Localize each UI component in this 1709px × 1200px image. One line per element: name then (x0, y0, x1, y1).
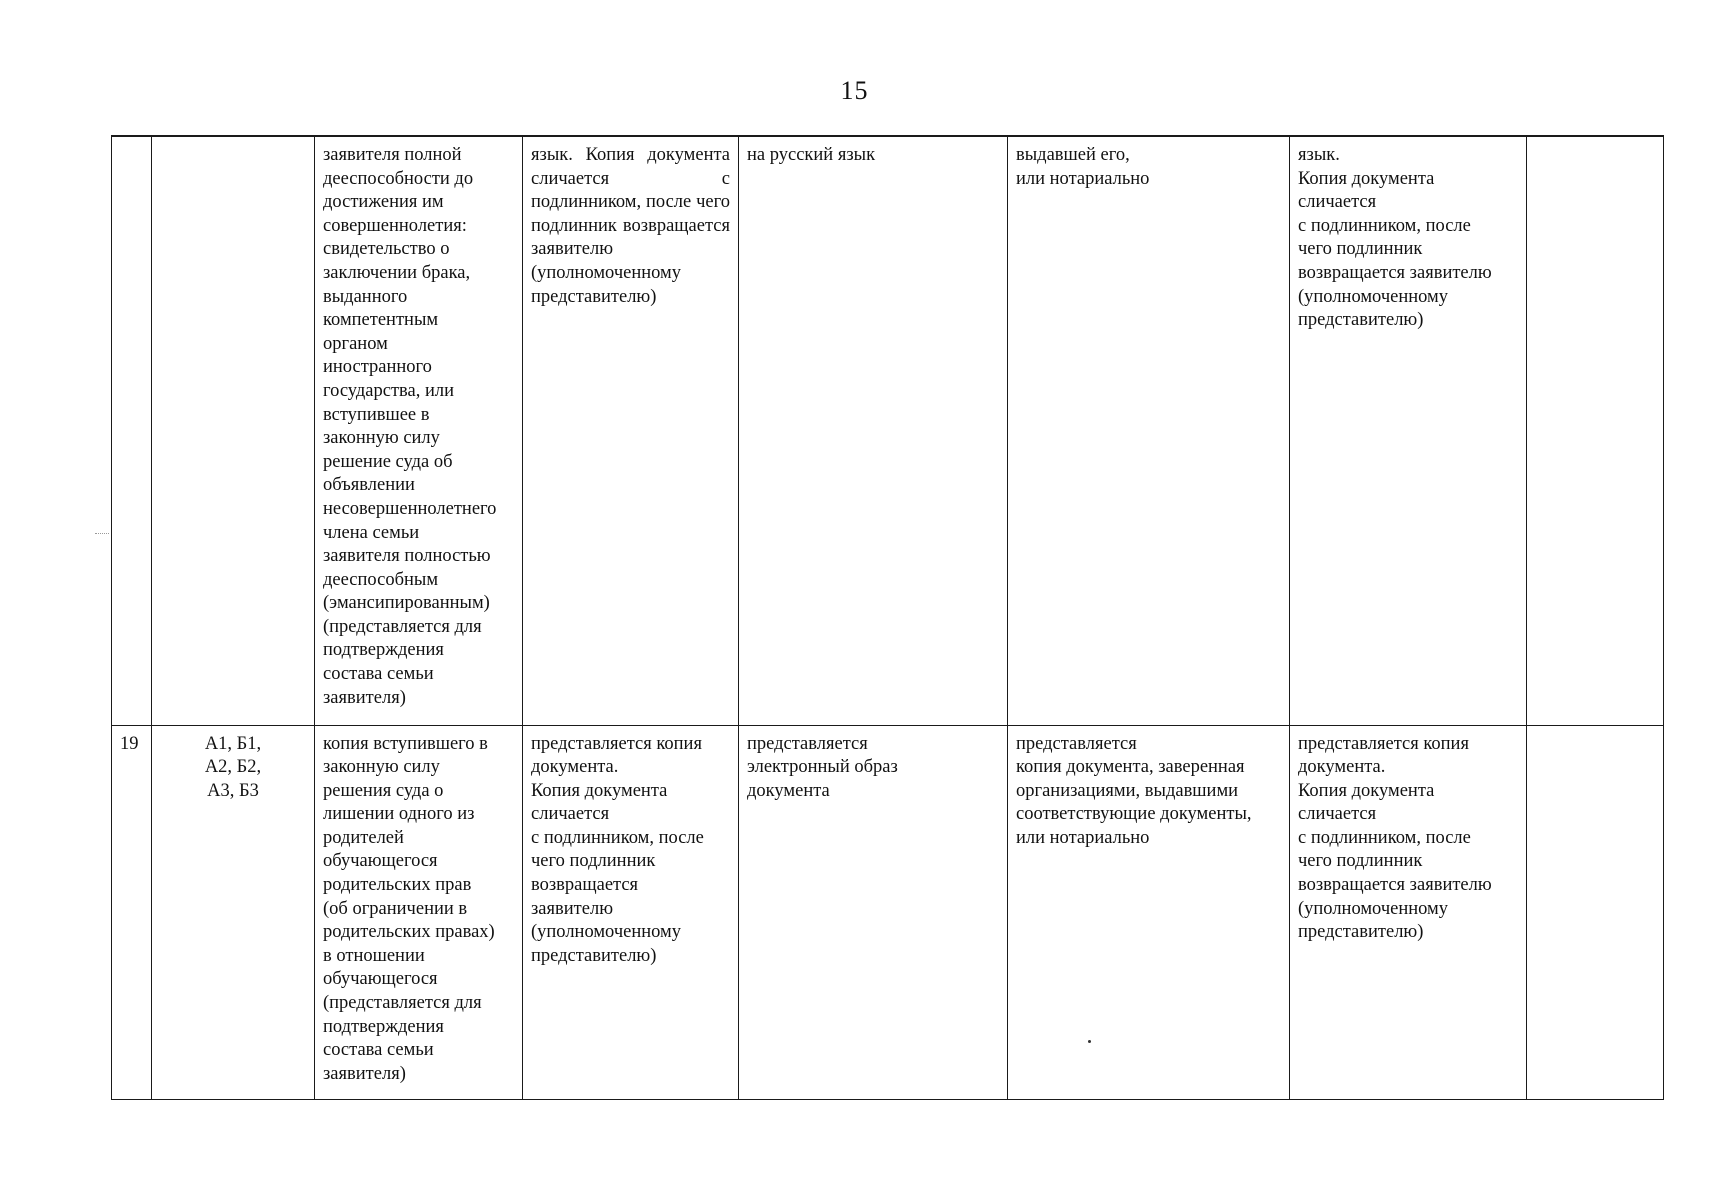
category-line: А2, Б2, (204, 757, 262, 778)
document-name-cell: заявителя полной дееспособности до достижения им совершеннолетия: свидетельство о заключении брака, выданного компетентным органом иностранного государства, или вступившее в законную силу решение суда об объявлении несовершеннолетнего члена семьи заявителя полностью дееспособным (эмансипированным) (представляется для подтверждения состава семьи заявителя) (315, 136, 523, 725)
in-person-submission-cell: представляется копия документа. Копия документа сличается с подлинником, после чего подлинник возвращается заявителю (уполномоченному представителю) (523, 725, 739, 1099)
document-name-cell: копия вступившего в законную силу решения суда о лишении одного из родителей обучающегося родительских прав (об ограничении в родительских правах) в отношении обучающегося (представляется для подтверждения состава семьи заявителя) (315, 725, 523, 1099)
in-person-submission-cell: язык. Копия документа сличается с подлинником, после чего подлинник возвращается заявителю (уполномоченному представителю) (523, 136, 739, 725)
applicant-category-cell (152, 136, 315, 725)
page-number: 15 (840, 76, 869, 105)
electronic-submission-cell: на русский язык (739, 136, 1008, 725)
mail-submission-cell: представляется копия документа, заверенная организациями, выдавшими соответствующие документы, или нотариально (1008, 725, 1290, 1099)
mfc-submission-cell: представляется копия документа. Копия документа сличается с подлинником, после чего подлинник возвращается заявителю (уполномоченному представителю) (1290, 725, 1527, 1099)
category-line: А1, Б1, (204, 733, 262, 754)
mail-submission-cell: выдавшей его, или нотариально (1008, 136, 1290, 725)
applicant-category-cell (152, 725, 315, 1099)
electronic-submission-cell: представляется электронный образ документа (739, 725, 1008, 1099)
extra-cell (1527, 725, 1664, 1099)
row-number-cell (112, 136, 152, 725)
margin-scan-mark (95, 533, 109, 535)
mfc-submission-cell: язык. Копия документа сличается с подлинником, после чего подлинник возвращается заявителю (уполномоченному представителю) (1290, 136, 1527, 725)
category-line: А3, Б3 (207, 780, 259, 801)
extra-cell (1527, 136, 1664, 725)
scan-dot (1088, 1040, 1091, 1043)
table-row (112, 725, 1664, 1099)
table-row (112, 136, 1664, 725)
row-number-cell: 19 (112, 725, 152, 1099)
documents-table (111, 135, 1664, 1100)
